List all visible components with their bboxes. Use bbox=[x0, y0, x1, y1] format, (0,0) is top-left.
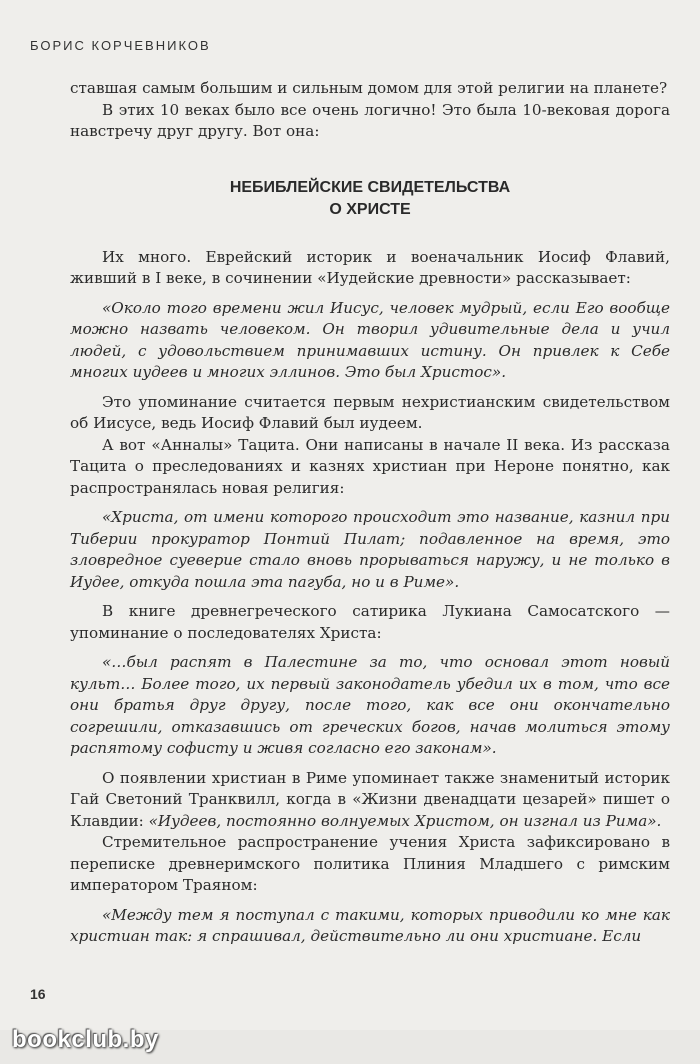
quote: «Между тем я поступал с такими, которых приводили ко мне как христиан так: я спрашивал, действительно ли они христиане. Если bbox=[70, 905, 670, 945]
quote: «…был распят в Палестине за то, что основал этот новый культ… Более того, их первый законодатель убедил их в том, что все они братья друг другу, после того, как все они окончательно согрешили, отказавшись от греческих богов, начав молиться этому распятому софисту и живя согласно его законам». bbox=[70, 653, 670, 757]
paragraph: В этих 10 веках было все очень логично! Это была 10-вековая дорога навстречу друг другу. Вот она: bbox=[70, 100, 670, 140]
paragraph: ставшая самым большим и сильным домом для этой религии на планете? bbox=[70, 79, 668, 97]
section-heading bbox=[70, 177, 670, 221]
page-body bbox=[70, 78, 670, 956]
section-heading-line2: О ХРИСТЕ bbox=[329, 200, 411, 218]
paragraph bbox=[70, 768, 670, 833]
watermark-logo: bookclub.by bbox=[12, 1026, 159, 1053]
inline-quote: «Иудеев, постоянно волнуемых Христом, он изгнал из Рима». bbox=[148, 811, 662, 830]
quote: «Около того времени жил Иисус, человек мудрый, если Его вообще можно назвать человеком. Он творил удивительные дела и учил людей, с удовольствием принимавших истину. Он привлек к Себе многих иудеев и многих эллинов. Это был Христос». bbox=[70, 298, 670, 381]
paragraph-text: О появлении христиан в Риме упоминает также знаменитый историк Гай Светоний Транквилл, когда в «Жизни двенадцати цезарей» пишет о Клавдии: bbox=[70, 768, 670, 830]
paragraph: В книге древнегреческого сатирика Лукиана Самосатского — упоминание о последователях Христа: bbox=[70, 602, 670, 642]
paragraph: Это упоминание считается первым нехристианским свидетельством об Иисусе, ведь Иосиф Флавий был иудеем. bbox=[70, 392, 670, 432]
quote: «Христа, от имени которого происходит это название, казнил при Тиберии прокуратор Понтий Пилат; подавленное на время, это зловредное суеверие стало вновь прорываться наружу, и не только в Иудее, откуда пошла эта пагуба, но и в Риме». bbox=[70, 508, 670, 591]
running-head: БОРИС КОРЧЕВНИКОВ bbox=[30, 38, 211, 53]
paragraph: Стремительное распространение учения Христа зафиксировано в переписке древнеримского политика Плиния Младшего с римским императором Траяном: bbox=[70, 833, 670, 894]
section-heading-line1: НЕБИБЛЕЙСКИЕ СВИДЕТЕЛЬСТВА bbox=[229, 178, 511, 196]
page-number: 16 bbox=[30, 986, 46, 1002]
paragraph: Их много. Еврейский историк и военачальник Иосиф Флавий, живший в I веке, в сочинении «Иудейские древности» рассказывает: bbox=[70, 247, 670, 287]
paragraph: А вот «Анналы» Тацита. Они написаны в начале II века. Из рассказа Тацита о преследованиях и казнях христиан при Нероне понятно, как распространялась новая религия: bbox=[70, 435, 670, 497]
